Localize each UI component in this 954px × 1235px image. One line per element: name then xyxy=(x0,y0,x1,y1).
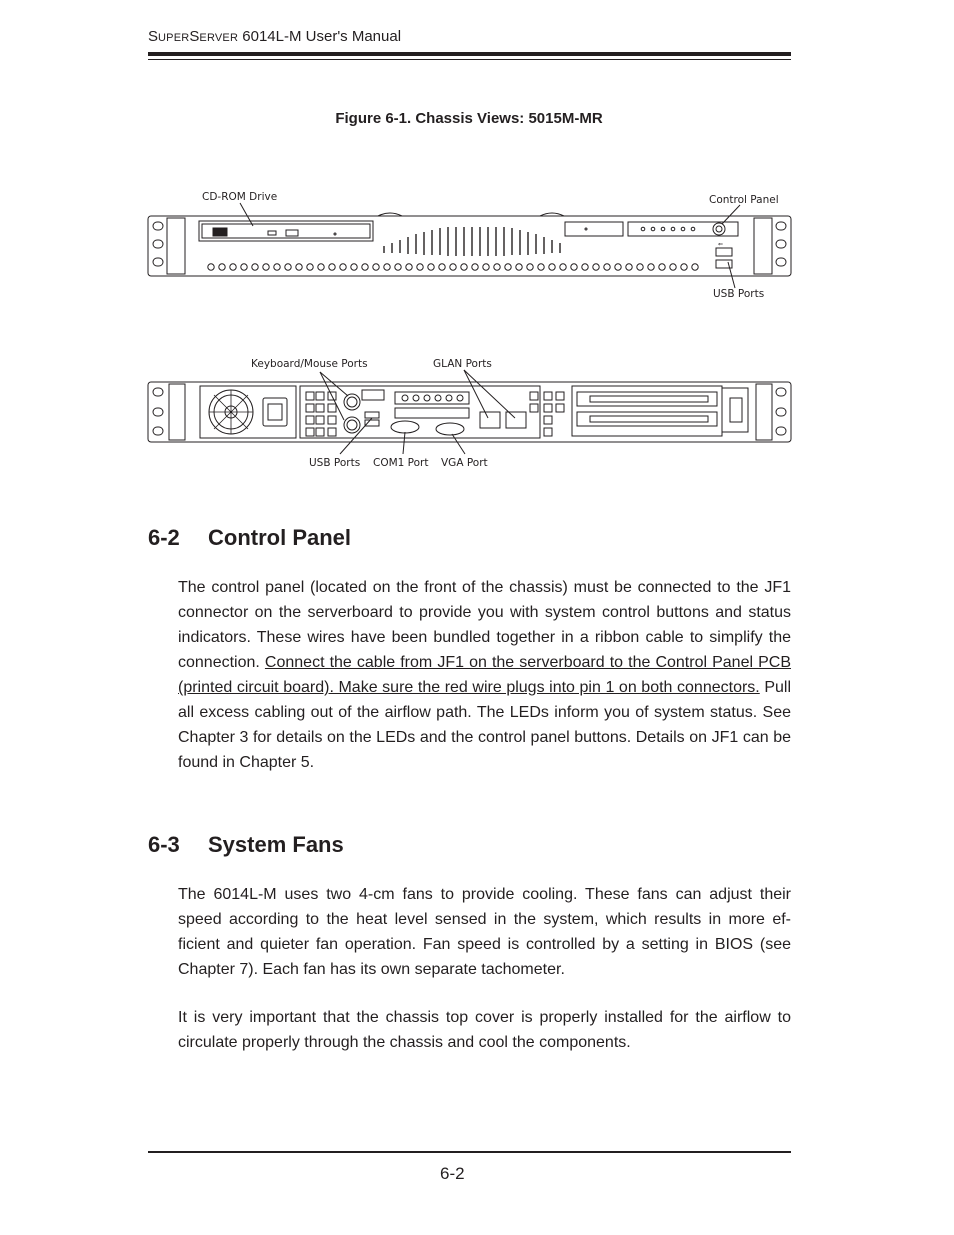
vga-label: VGA Port xyxy=(441,457,488,469)
footer-rule xyxy=(148,1151,791,1153)
glan-label: GLAN Ports xyxy=(433,358,492,370)
control-panel-label: Control Panel xyxy=(709,194,779,206)
chassis-figure xyxy=(0,0,954,480)
system-fans-paragraph-2: It is very important that the chassis top cover is properly installed for the airflow to circulate properly through the chassis and cool the components. xyxy=(178,1009,791,1051)
system-fans-paragraph-1: The 6014L-M uses two 4-cm fans to provide cooling. These fans can adjust their speed according to the heat level sensed in the system, which results in more ef-ficient and quieter fan operation. Fan speed is controlled by a setting in BIOS (see Chapter 7). Each fan has its own separate tachometer. xyxy=(178,886,791,978)
control-panel-paragraph: The control panel (located on the front of the chassis) must be connected to the JF1 connector on the serverboard to provide you with system control buttons and status indicators. These wires have been bundled together in a ribbon cable to simplify the connection. Connect the cable from JF1 on the serverboard to the Control Panel PCB (printed circuit board). Make sure the red wire plugs into pin 1 on both connectors. Pull all excess cabling out of the airflow path. The LEDs inform you of system status. See Chapter 3 for details on the LEDs and the control panel buttons. Details on JF1 can be found in Chapter 5. xyxy=(178,579,792,771)
front-chassis-view xyxy=(148,191,791,300)
section-heading-control-panel: 6-2 Control Panel xyxy=(148,525,352,550)
rear-chassis-view xyxy=(148,358,791,469)
com1-label: COM1 Port xyxy=(373,457,429,469)
front-usb-label: USB Ports xyxy=(713,288,765,300)
cdrom-label: CD-ROM Drive xyxy=(202,191,278,203)
figure-caption: Figure 6-1. Chassis Views: 5015M-MR xyxy=(335,110,603,127)
page-number: 6-2 xyxy=(440,1164,465,1183)
section-heading-system-fans: 6-3 System Fans xyxy=(148,832,344,857)
keyboard-mouse-label: Keyboard/Mouse Ports xyxy=(251,358,368,370)
running-header: SUPERSERVER 6014L-M User's Manual xyxy=(148,28,402,45)
rear-usb-label: USB Ports xyxy=(309,457,361,469)
svg-text:⇐: ⇐ xyxy=(718,242,724,248)
